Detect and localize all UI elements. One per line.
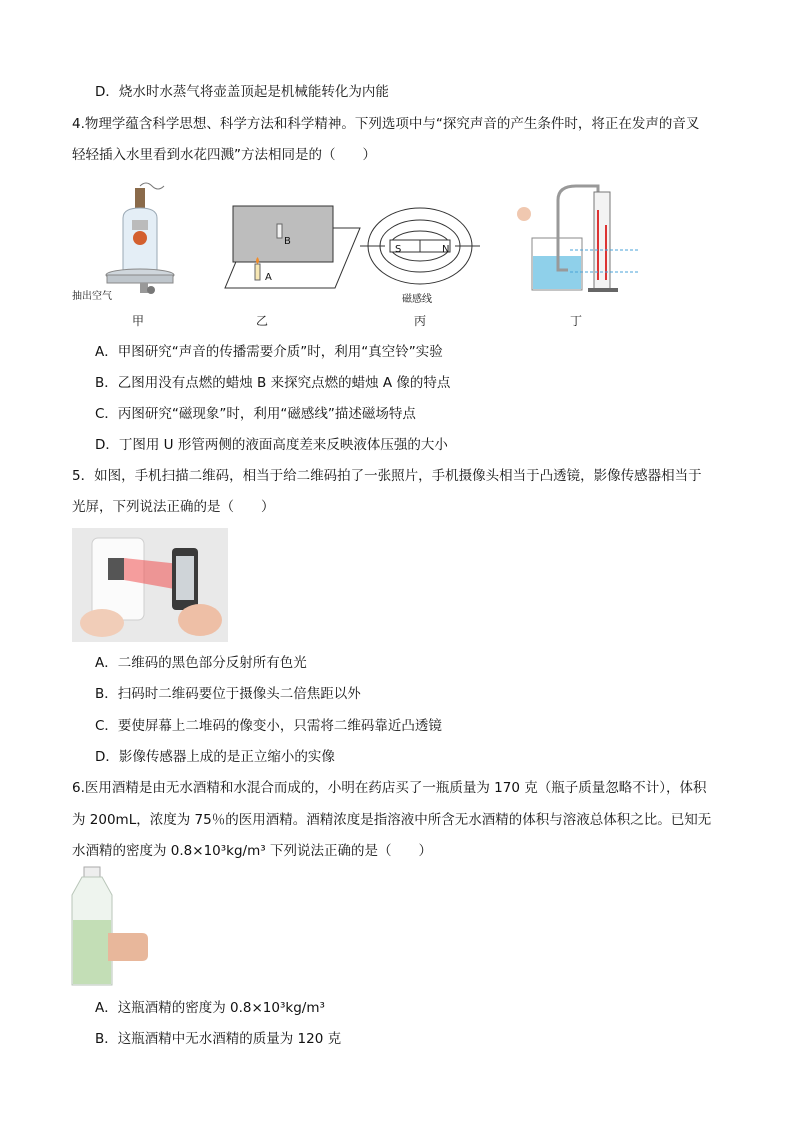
figure-alcohol-bottle <box>70 865 150 990</box>
qr-code-icon <box>108 558 124 580</box>
q4-option-d: D．丁图用 U 形管两侧的液面高度差来反映液体压强的大小 <box>95 437 448 453</box>
valve-icon <box>147 286 155 294</box>
fig-label-jia: 甲 <box>131 314 144 328</box>
liquid-fill <box>73 920 111 984</box>
q4-option-c: C．丙图研究“磁现象”时，利用“磁感线”描述磁场特点 <box>95 406 416 422</box>
fig-label-bing: 丙 <box>413 314 426 328</box>
q5-option-a: A．二维码的黑色部分反射所有色光 <box>95 655 307 671</box>
q3-option-d: D．烧水时水蒸气将壶盖顶起是机械能转化为内能 <box>95 84 389 100</box>
q5-option-b: B．扫码时二维码要位于摄像头二倍焦距以外 <box>95 686 361 702</box>
candle-b-label: B <box>284 236 291 247</box>
q6-stem-line1: 6.医用酒精是由无水酒精和水混合而成的，小明在药店买了一瓶质量为 170 克（瓶子质量忽略不计），体积 <box>72 780 707 796</box>
left-hand-icon <box>80 609 124 637</box>
hand-icon <box>517 207 531 221</box>
jia-air-label: 抽出空气 <box>72 291 112 302</box>
right-hand-icon <box>178 604 222 636</box>
q6-stem-line2: 为 200mL，浓度为 75％的医用酒精。酒精浓度是指溶液中所含无水酒精的体积与溶液总体积之比。已知无 <box>72 812 712 828</box>
fig-label-ding: 丁 <box>569 314 582 328</box>
figure-magnetic-field <box>360 200 480 295</box>
candle-a-icon <box>255 264 260 280</box>
candle-a-label: A <box>265 272 272 283</box>
q4-option-b: B．乙图用没有点燃的蜡烛 B 来探究点燃的蜡烛 A 像的特点 <box>95 375 451 391</box>
u-tube-icon <box>594 192 610 290</box>
q5-stem-line2: 光屏，下列说法正确的是（ ） <box>72 499 275 515</box>
q6-option-a: A．这瓶酒精的密度为 0.8×10³kg/m³ <box>95 1000 325 1016</box>
glass-plate <box>233 206 333 262</box>
bell-icon <box>133 231 147 245</box>
magnet-s-label: S <box>395 244 402 255</box>
field-line-label: 磁感线 <box>402 294 432 305</box>
q6-option-b: B．这瓶酒精中无水酒精的质量为 120 克 <box>95 1031 342 1047</box>
bottle-cap-icon <box>84 867 100 877</box>
fig-label-yi: 乙 <box>255 314 268 328</box>
stopper-icon <box>135 188 145 210</box>
q4-stem-line1: 4.物理学蕴含科学思想、科学方法和科学精神。下列选项中与“探究声音的产生条件时，将正在发声的音叉 <box>72 116 700 132</box>
figure-u-tube <box>510 180 640 295</box>
q5-option-d: D．影像传感器上成的是正立缩小的实像 <box>95 749 335 765</box>
figure-vacuum-bell <box>85 178 195 303</box>
q6-stem-line3: 水酒精的密度为 0.8×10³kg/m³ 下列说法正确的是（ ） <box>72 843 432 859</box>
q5-stem-line1: 5．如图，手机扫描二维码，相当于给二维码拍了一张照片，手机摄像头相当于凸透镜，影像传感器相当于 <box>72 468 702 484</box>
candle-b-icon <box>277 224 282 238</box>
q4-stem-line2: 轻轻插入水里看到水花四溅”方法相同是的（ ） <box>72 147 376 163</box>
q5-option-c: C．要使屏幕上二堆码的像变小，只需将二维码靠近凸透镜 <box>95 718 442 734</box>
q4-option-a: A．甲图研究“声音的传播需要介质”时，利用“真空铃”实验 <box>95 344 443 360</box>
magnet-n-label: N <box>442 244 450 255</box>
hand-icon <box>108 933 148 961</box>
figure-qr-scan-photo <box>72 528 228 642</box>
